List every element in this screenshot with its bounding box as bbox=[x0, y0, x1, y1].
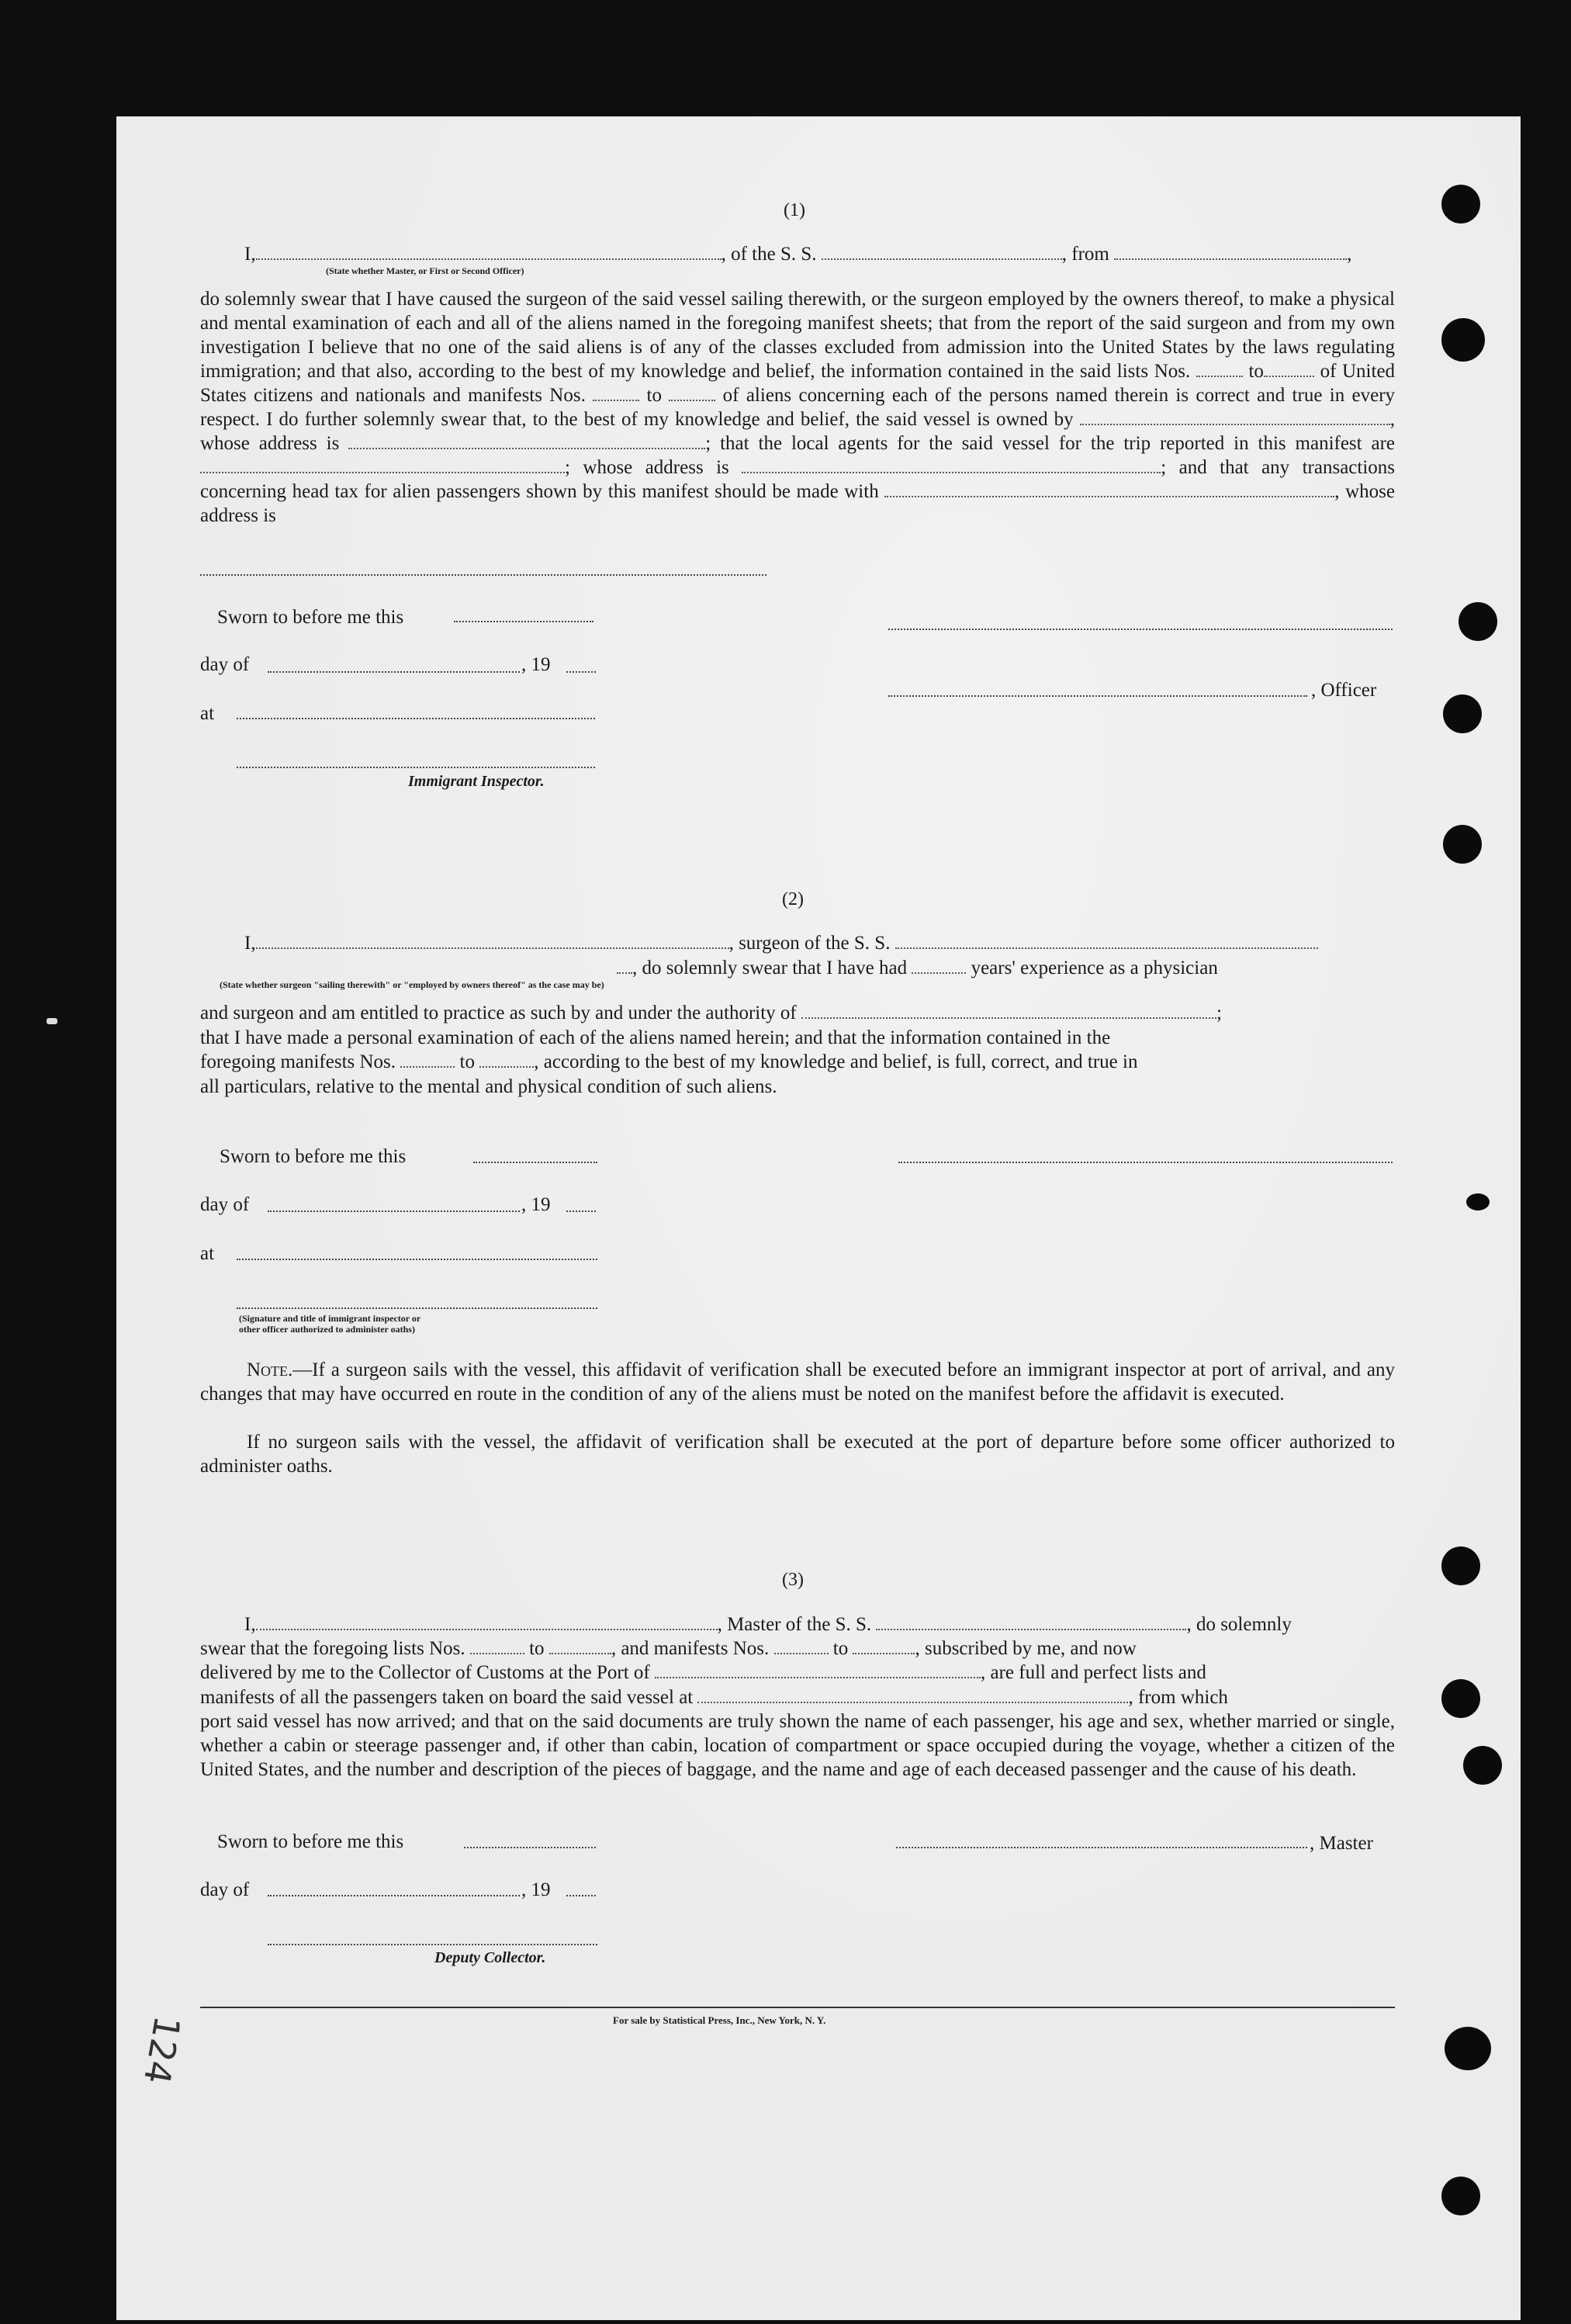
master-sig-line bbox=[896, 1847, 1307, 1848]
surgeon-i: I, , surgeon of the S. S. bbox=[244, 931, 1318, 955]
manifests-line: foregoing manifests Nos. to , according to the best of my knowledge and belief, is full, correct, and true in bbox=[200, 1051, 1138, 1072]
port-line: delivered by me to the Collector of Customs at the Port of , are full and perfect lists and bbox=[200, 1662, 1206, 1683]
punch-hole bbox=[1441, 318, 1485, 362]
day-line bbox=[268, 1210, 520, 1212]
day-line bbox=[268, 671, 520, 673]
lists-line: swear that the foregoing lists Nos. to , and manifests Nos. to , subscribed by me, and now bbox=[200, 1638, 1137, 1659]
punch-hole bbox=[1466, 1193, 1490, 1210]
year-line bbox=[566, 1895, 596, 1896]
day-line bbox=[268, 1895, 520, 1896]
inspector-sig-line bbox=[237, 767, 595, 768]
officer-note: (State whether Master, or First or Second Officer) bbox=[326, 265, 524, 276]
surgeon-swear: , do solemnly swear that I have had years' experience as a physician bbox=[617, 956, 1218, 980]
sig-note-1: (Signature and title of immigrant inspector or bbox=[239, 1313, 421, 1324]
officer-sig-line-1 bbox=[888, 629, 1393, 630]
authority-line: and surgeon and am entitled to practice as such by and under the authority of ; bbox=[200, 1003, 1222, 1023]
section-number: (1) bbox=[784, 200, 805, 220]
inspector-sig-line bbox=[237, 1307, 597, 1309]
punch-hole bbox=[1441, 1679, 1480, 1718]
punch-hole bbox=[1441, 185, 1480, 223]
section-number: (2) bbox=[782, 889, 804, 909]
at-label: at bbox=[200, 703, 215, 724]
surgeon-note: (State whether surgeon "sailing therewith" or "employed by owners thereof" as the case may be) bbox=[220, 979, 604, 990]
punch-hole bbox=[1463, 1746, 1502, 1785]
at-line bbox=[237, 1259, 597, 1260]
collector-sig-line bbox=[268, 1944, 597, 1945]
sworn-i: I, , of the S. S. , from , bbox=[244, 244, 1352, 265]
particulars-line: all particulars, relative to the mental and physical condition of such aliens. bbox=[200, 1076, 777, 1097]
master-label: , Master bbox=[1310, 1833, 1373, 1854]
day-of-label: day of bbox=[200, 1194, 250, 1215]
officer-label: , Officer bbox=[1311, 680, 1377, 701]
at-label: at bbox=[200, 1243, 215, 1264]
note-paragraph: Note.—If a surgeon sails with the vessel, this affidavit of verification shall be executed before an immigrant inspector at port of arrival, and any changes that may have occurred en route in the condition of any of the aliens must be noted on the manifest before the affidavit is executed. bbox=[200, 1359, 1395, 1404]
collector-caption: Deputy Collector. bbox=[434, 1949, 546, 1966]
address-line bbox=[200, 574, 766, 576]
note-paragraph-2: If no surgeon sails with the vessel, the affidavit of verification shall be executed at the port of departure before some officer authorized to administer oaths. bbox=[200, 1432, 1395, 1477]
section-number: (3) bbox=[782, 1570, 804, 1590]
boarded-line: manifests of all the passengers taken on board the said vessel at , from which bbox=[200, 1687, 1228, 1708]
punch-hole bbox=[1443, 694, 1482, 733]
at-line bbox=[237, 718, 595, 719]
year-label: , 19 bbox=[521, 1194, 551, 1215]
edge-mark bbox=[47, 1018, 57, 1024]
sworn-date-line bbox=[473, 1162, 597, 1163]
officer-sig-line-2 bbox=[888, 695, 1307, 697]
surgeon-sig-line bbox=[898, 1162, 1393, 1163]
oath-body-1: do solemnly swear that I have caused the surgeon of the said vessel sailing therewith, or the surgeon employed by the owners thereof, to make a physical and mental examination of each and all of the aliens named in the foregoing manifest sheets; that from the report of the said surgeon and from my own investigation I believe that no one of the said aliens is of any of the classes excluded from admission into the United States by the laws regulating immigration; and that also, according to the best of my knowledge and belief, the information contained in the said lists Nos. to of United States citizens and nationals and manifests Nos. to of aliens concerning each of the persons named therein is correct and true in every respect. I do further solemnly swear that, to the best of my knowledge and belief, the said vessel is owned by , whose address is ; that the local agents for the said vessel for the trip reported in this manifest are ; whose address is ; and that any transactions concerning head tax for alien passengers shown by this manifest should be made with , whose address is bbox=[200, 289, 1396, 526]
handwritten-page-number: 124 bbox=[135, 2013, 189, 2087]
sworn-date-line bbox=[464, 1847, 596, 1848]
day-of-label: day of bbox=[200, 1879, 250, 1900]
footer-imprint: For sale by Statistical Press, Inc., New York, N. Y. bbox=[613, 2014, 826, 2026]
sworn-label: Sworn to before me this bbox=[217, 1831, 404, 1852]
punch-hole bbox=[1445, 2027, 1491, 2070]
year-label: , 19 bbox=[521, 1879, 551, 1900]
punch-hole bbox=[1443, 825, 1482, 864]
examination-line: that I have made a personal examination of each of the aliens named herein; and that the information contained in the bbox=[200, 1027, 1111, 1048]
sworn-date-line bbox=[454, 621, 593, 622]
year-line bbox=[566, 671, 596, 673]
sworn-label: Sworn to before me this bbox=[217, 607, 404, 628]
punch-hole bbox=[1441, 1546, 1480, 1585]
sig-note-2: other officer authorized to administer oaths) bbox=[239, 1324, 415, 1335]
punch-hole bbox=[1459, 602, 1497, 641]
footer-rule bbox=[200, 2007, 1395, 2008]
master-body: port said vessel has now arrived; and that on the said documents are truly shown the name of each passenger, his age and sex, whether married or single, whether a cabin or steerage passenger and, if other than cabin, location of compartment or space occupied during the voyage, whether a citizen of the United States, and the number and description of the pieces of baggage, and the name and age of each deceased passenger and the cause of his death. bbox=[200, 1711, 1395, 1780]
year-label: , 19 bbox=[521, 654, 551, 675]
master-i: I, , Master of the S. S. , do solemnly bbox=[244, 1614, 1292, 1635]
year-line bbox=[566, 1210, 596, 1212]
day-of-label: day of bbox=[200, 654, 250, 675]
sworn-label: Sworn to before me this bbox=[220, 1146, 407, 1167]
punch-hole bbox=[1441, 2177, 1480, 2215]
inspector-caption: Immigrant Inspector. bbox=[408, 773, 545, 790]
